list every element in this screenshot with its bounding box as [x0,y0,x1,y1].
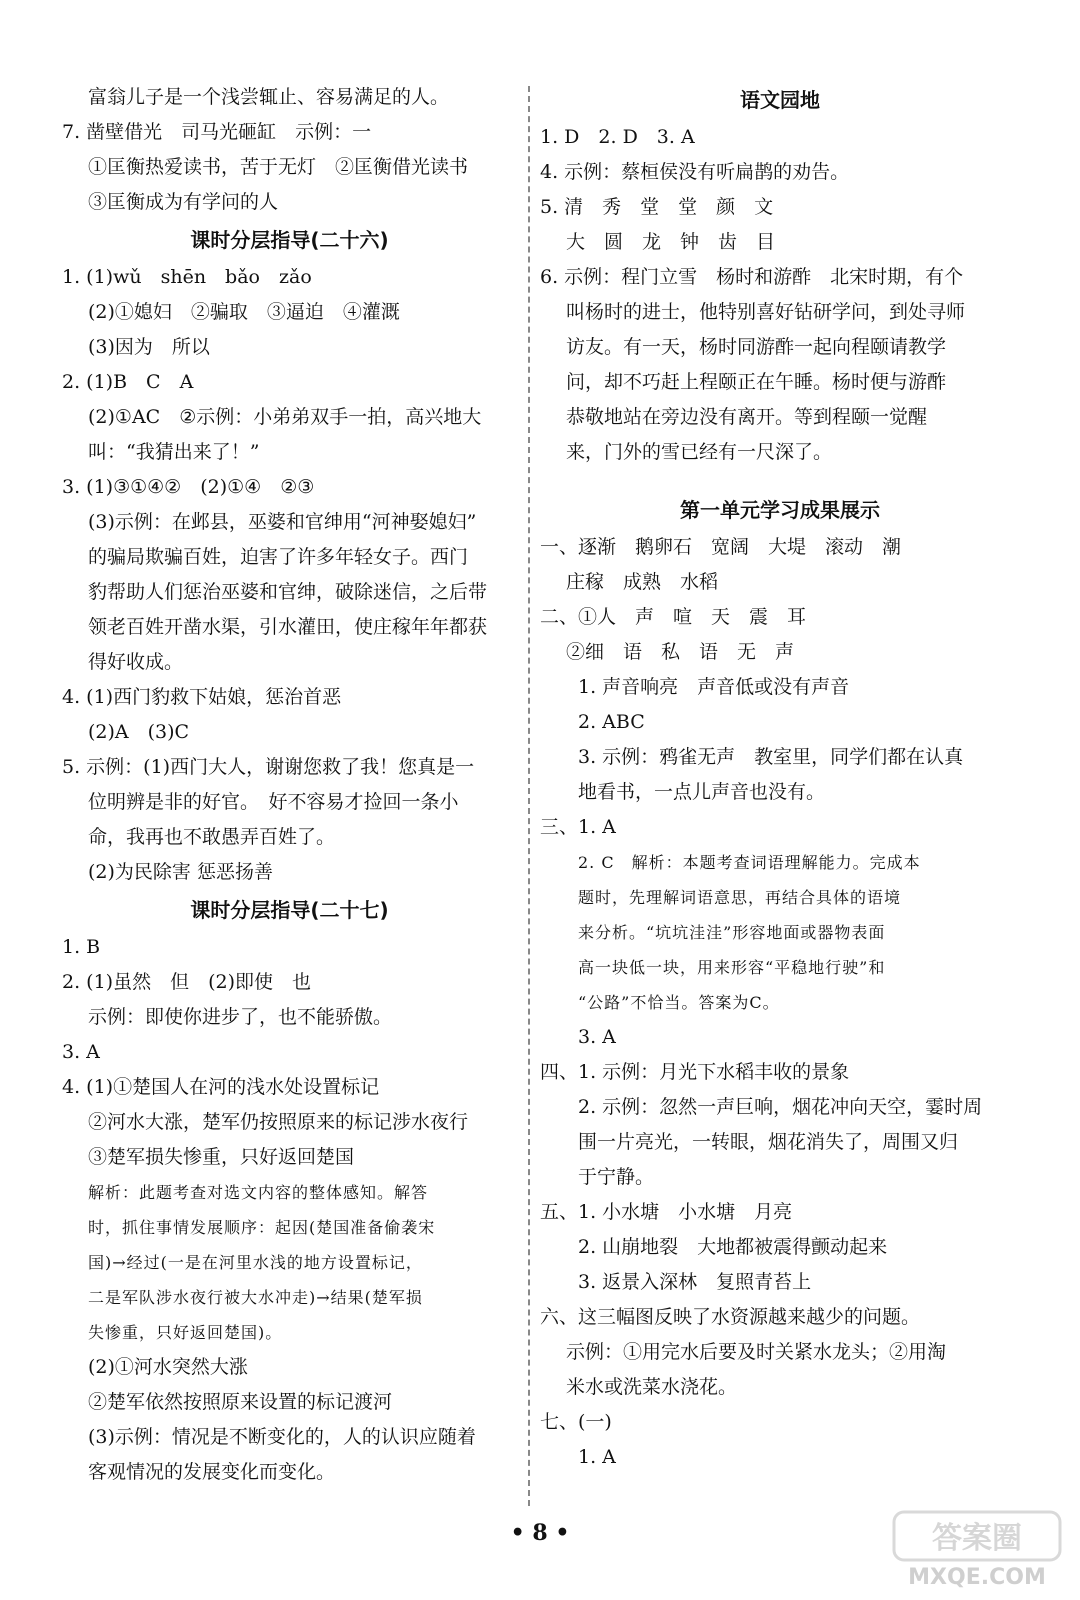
answer-line: 失惨重，只好返回楚国)。 [88,1323,283,1342]
answer-line: 2. ABC [578,711,645,733]
answer-line: 恭敬地站在旁边没有离开。等到程颐一觉醒 [566,406,928,428]
answer-line: 庄稼 成熟 水稻 [566,571,719,593]
section-heading: 课时分层指导(二十六) [190,228,389,252]
section-heading: 课时分层指导(二十七) [190,898,389,922]
answer-line: 于宁静。 [578,1166,655,1188]
answer-line: 2. C 解析：本题考查词语理解能力。完成本 [578,853,921,872]
answer-line: 示例：①用完水后要及时关紧水龙头；②用淘 [566,1341,947,1363]
answer-line: 来分析。“坑坑洼洼”形容地面或器物表面 [578,923,886,942]
answer-line: 位明辨是非的好官。 好不容易才捡回一条小 [88,791,459,813]
answer-line: (2)为民除害 惩恶扬善 [88,861,273,883]
answer-line: 5. 示例：(1)西门大人，谢谢您救了我！您真是一 [62,756,475,778]
answer-line: 的骗局欺骗百姓，迫害了许多年轻女子。西门 [88,546,469,568]
answer-line: 解析：此题考查对选文内容的整体感知。解答 [88,1183,429,1202]
section-heading: 第一单元学习成果展示 [680,498,880,522]
answer-line: 5. 清 秀 堂 堂 颜 文 [540,196,774,218]
answer-line: (3)示例：情况是不断变化的，人的认识应随着 [88,1426,476,1448]
answer-line: 客观情况的发展变化而变化。 [88,1461,336,1483]
answer-line: (3)因为 所以 [88,336,210,358]
answer-line: 国)→经过(一是在河里水浅的地方设置标记， [88,1253,423,1272]
answer-line: 4. 示例：蔡桓侯没有听扁鹊的劝告。 [540,161,850,183]
answer-line: 六、这三幅图反映了水资源越来越少的问题。 [540,1306,921,1328]
answer-line: 四、1. 示例：月光下水稻丰收的景象 [540,1061,850,1083]
answer-line: 1. (1)wǔ shēn bǎo zǎo [62,266,312,288]
answer-line: 地看书，一点儿声音也没有。 [578,781,826,803]
answer-line: (3)示例：在邺县，巫婆和官绅用“河神娶媳妇” [88,511,477,533]
answer-line: 1. B [62,936,101,958]
right-column [540,80,1020,1475]
answer-line: 二、①人 声 喧 天 震 耳 [540,606,807,628]
answer-line: 1. D 2. D 3. A [540,126,695,148]
answer-line: 领老百姓开凿水渠，引水灌田，使庄稼年年都获 [88,616,488,638]
answer-line: 4. (1)西门豹救下姑娘，惩治首恶 [62,686,342,708]
answer-line: (2)①AC ②示例：小弟弟双手一拍，高兴地大 [88,406,482,428]
watermark-bottom-text: MXQE.COM [908,1565,1046,1590]
answer-line: 访友。有一天，杨时同游酢一起向程颐请教学 [566,336,947,358]
answer-line: “公路”不恰当。答案为C。 [578,993,780,1012]
left-column [62,80,517,1490]
section-heading: 语文园地 [740,88,820,112]
answer-line: 豹帮助人们惩治巫婆和官绅，破除迷信，之后带 [88,581,488,603]
answer-line: 叫：“我猜出来了！” [88,441,260,463]
answer-line: 一、逐渐 鹅卵石 宽阔 大堤 滚动 潮 [540,536,902,558]
answer-line: 米水或洗菜水浇花。 [566,1376,738,1398]
answer-line: ①匡衡热爱读书，苦于无灯 ②匡衡借光读书 [88,156,469,178]
answer-line: 时，抓住事情发展顺序：起因(楚国准备偷袭宋 [88,1218,436,1237]
answer-line: 问，却不巧赶上程颐正在午睡。杨时便与游酢 [566,371,947,393]
answer-line: 围一片亮光，一转眼，烟花消失了，周围又归 [578,1131,959,1153]
answer-line: 1. A [578,1446,616,1468]
answer-line: 4. (1)①楚国人在河的浅水处设置标记 [62,1076,380,1098]
answer-line: 3. 示例：鸦雀无声 教室里，同学们都在认真 [578,746,964,768]
answer-line: 富翁儿子是一个浅尝辄止、容易满足的人。 [88,86,450,108]
answer-line: 3. (1)③①④② (2)①④ ②③ [62,476,315,498]
answer-line: 3. A [62,1041,100,1063]
answer-line: (2)①河水突然大涨 [88,1356,248,1378]
answer-line: ②细 语 私 语 无 声 [566,641,795,663]
answer-line: 示例：即使你进步了，也不能骄傲。 [88,1006,393,1028]
answer-line: 2. (1)虽然 但 (2)即使 也 [62,971,311,993]
answer-line: 五、1. 小水塘 小水塘 月亮 [540,1201,793,1223]
watermark-top-text: 答案圈 [932,1521,1022,1556]
answer-line: (2)A (3)C [88,721,190,743]
answer-line: 2. 示例：忽然一声巨响，烟花冲向天空，霎时周 [578,1096,983,1118]
answer-line: 二是军队涉水夜行被大水冲走)→结果(楚军损 [88,1288,423,1307]
answer-line: 得好收成。 [88,651,184,673]
answer-line: 来，门外的雪已经有一尺深了。 [566,441,833,463]
answer-line: 3. 返景入深林 复照青苔上 [578,1271,812,1293]
answer-line: 2. (1)B C A [62,371,194,393]
answer-line: (2)①媳妇 ②骗取 ③逼迫 ④灌溉 [88,301,400,323]
answer-line: 七、(一) [540,1411,612,1433]
answer-line: ②楚军依然按照原来设置的标记渡河 [88,1391,393,1413]
answer-line: 7. 凿壁借光 司马光砸缸 示例：一 [62,121,372,143]
answer-line: ②河水大涨，楚军仍按照原来的标记涉水夜行 [88,1111,469,1133]
page-number: • 8 • [510,1520,570,1546]
answer-line: 题时，先理解词语意思，再结合具体的语境 [578,888,902,907]
answer-line: 2. 山崩地裂 大地都被震得颤动起来 [578,1236,888,1258]
answer-line: 1. 声音响亮 声音低或没有声音 [578,676,850,698]
answer-line: ③匡衡成为有学问的人 [88,191,279,213]
answer-line: 3. A [578,1026,616,1048]
answer-line: 叫杨时的进士，他特别喜好钻研学问，到处寻师 [566,301,966,323]
answer-line: 大 圆 龙 钟 齿 目 [566,231,776,253]
answer-line: 高一块低一块，用来形容“平稳地行驶”和 [578,958,886,977]
watermark-logo [892,1510,1062,1590]
spacer [540,470,1020,490]
answer-line: 三、1. A [540,816,616,838]
answer-line: 命，我再也不敢愚弄百姓了。 [88,826,336,848]
answer-line: ③楚军损失惨重，只好返回楚国 [88,1146,355,1168]
answer-line: 6. 示例：程门立雪 杨时和游酢 北宋时期，有个 [540,266,964,288]
column-divider [528,86,530,1506]
